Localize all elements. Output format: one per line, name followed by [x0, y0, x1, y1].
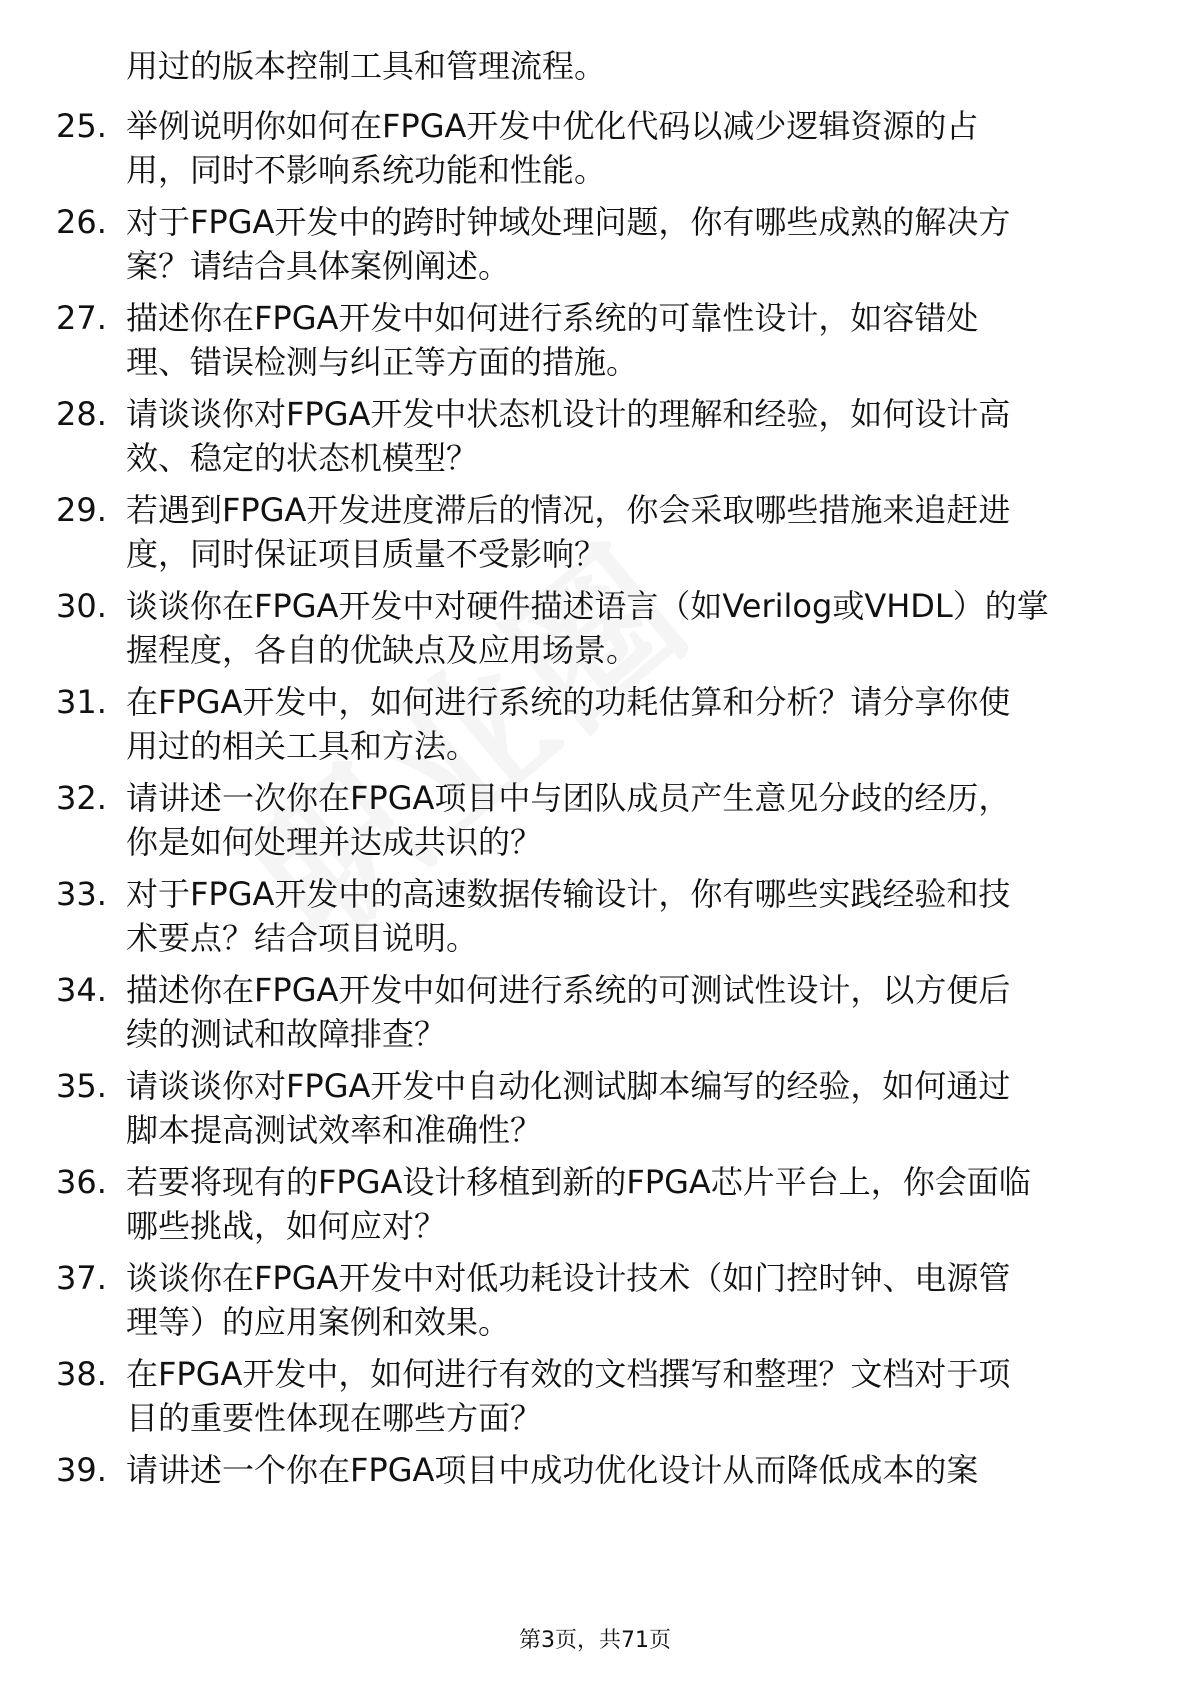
item-number: 26. [56, 203, 107, 241]
item-text-line1: 请谈谈你对FPGA开发中状态机设计的理解和经验，如何设计高 [126, 395, 1011, 433]
item-text-line2: 用，同时不影响系统功能和性能。 [126, 151, 607, 189]
item-text-line2: 案？请结合具体案例阐述。 [126, 247, 511, 285]
item-text-line1: 若要将现有的FPGA设计移植到新的FPGA芯片平台上，你会面临 [126, 1163, 1031, 1201]
item-text-line2: 哪些挑战，如何应对？ [126, 1207, 447, 1245]
item-text-line2: 续的测试和故障排查？ [126, 1015, 447, 1053]
item-number: 28. [56, 395, 107, 433]
page-footer: 第3页，共71页 [519, 1628, 671, 1653]
item-text-line1: 在FPGA开发中，如何进行有效的文档撰写和整理？文档对于项 [126, 1355, 1011, 1393]
item-number: 31. [56, 683, 107, 721]
item-number: 25. [56, 107, 107, 145]
item-number: 35. [56, 1067, 107, 1105]
item-text-line1: 若遇到FPGA开发进度滞后的情况，你会采取哪些措施来追赶进 [126, 491, 1011, 529]
item-text-line2: 目的重要性体现在哪些方面？ [126, 1399, 543, 1437]
item-text-line2: 脚本提高测试效率和准确性？ [126, 1111, 543, 1149]
item-text-line2: 效、稳定的状态机模型？ [126, 439, 479, 477]
item-text-line2: 理、错误检测与纠正等方面的措施。 [126, 343, 639, 381]
item-text-line1: 举例说明你如何在FPGA开发中优化代码以减少逻辑资源的占 [126, 107, 979, 145]
item-text-line1: 谈谈你在FPGA开发中对硬件描述语言（如Verilog或VHDL）的掌 [126, 587, 1049, 625]
item-text-line2: 握程度，各自的优缺点及应用场景。 [126, 631, 639, 669]
item-number: 34. [56, 971, 107, 1009]
item-number: 38. [56, 1355, 107, 1393]
item-text-line1: 请谈谈你对FPGA开发中自动化测试脚本编写的经验，如何通过 [126, 1067, 1011, 1105]
item-text-line2: 用过的相关工具和方法。 [126, 727, 479, 765]
item-number: 37. [56, 1259, 107, 1297]
item-number: 27. [56, 299, 107, 337]
item-text-line1: 描述你在FPGA开发中如何进行系统的可测试性设计，以方便后 [126, 971, 1011, 1009]
item-text-line1: 对于FPGA开发中的跨时钟域处理问题，你有哪些成熟的解决方 [126, 203, 1011, 241]
item-number: 39. [56, 1451, 107, 1489]
item-text-line1: 请讲述一次你在FPGA项目中与团队成员产生意见分歧的经历， [126, 779, 1011, 817]
item-number: 30. [56, 587, 107, 625]
item-text-line1: 谈谈你在FPGA开发中对低功耗设计技术（如门控时钟、电源管 [126, 1259, 1011, 1297]
item-text-line2: 你是如何处理并达成共识的？ [126, 823, 543, 861]
item-text-line2: 理等）的应用案例和效果。 [126, 1303, 511, 1341]
item-text-line1: 在FPGA开发中，如何进行系统的功耗估算和分析？请分享你使 [126, 683, 1011, 721]
item-text-line1: 请讲述一个你在FPGA项目中成功优化设计从而降低成本的案 [126, 1451, 979, 1489]
continuation-text: 用过的版本控制工具和管理流程。 [126, 47, 607, 85]
item-number: 36. [56, 1163, 107, 1201]
item-text-line1: 描述你在FPGA开发中如何进行系统的可靠性设计，如容错处 [126, 299, 979, 337]
item-text-line2: 度，同时保证项目质量不受影响？ [126, 535, 607, 573]
item-number: 33. [56, 875, 107, 913]
item-text-line1: 对于FPGA开发中的高速数据传输设计，你有哪些实践经验和技 [126, 875, 1011, 913]
item-text-line2: 术要点？结合项目说明。 [126, 919, 479, 957]
item-number: 32. [56, 779, 107, 817]
item-number: 29. [56, 491, 107, 529]
